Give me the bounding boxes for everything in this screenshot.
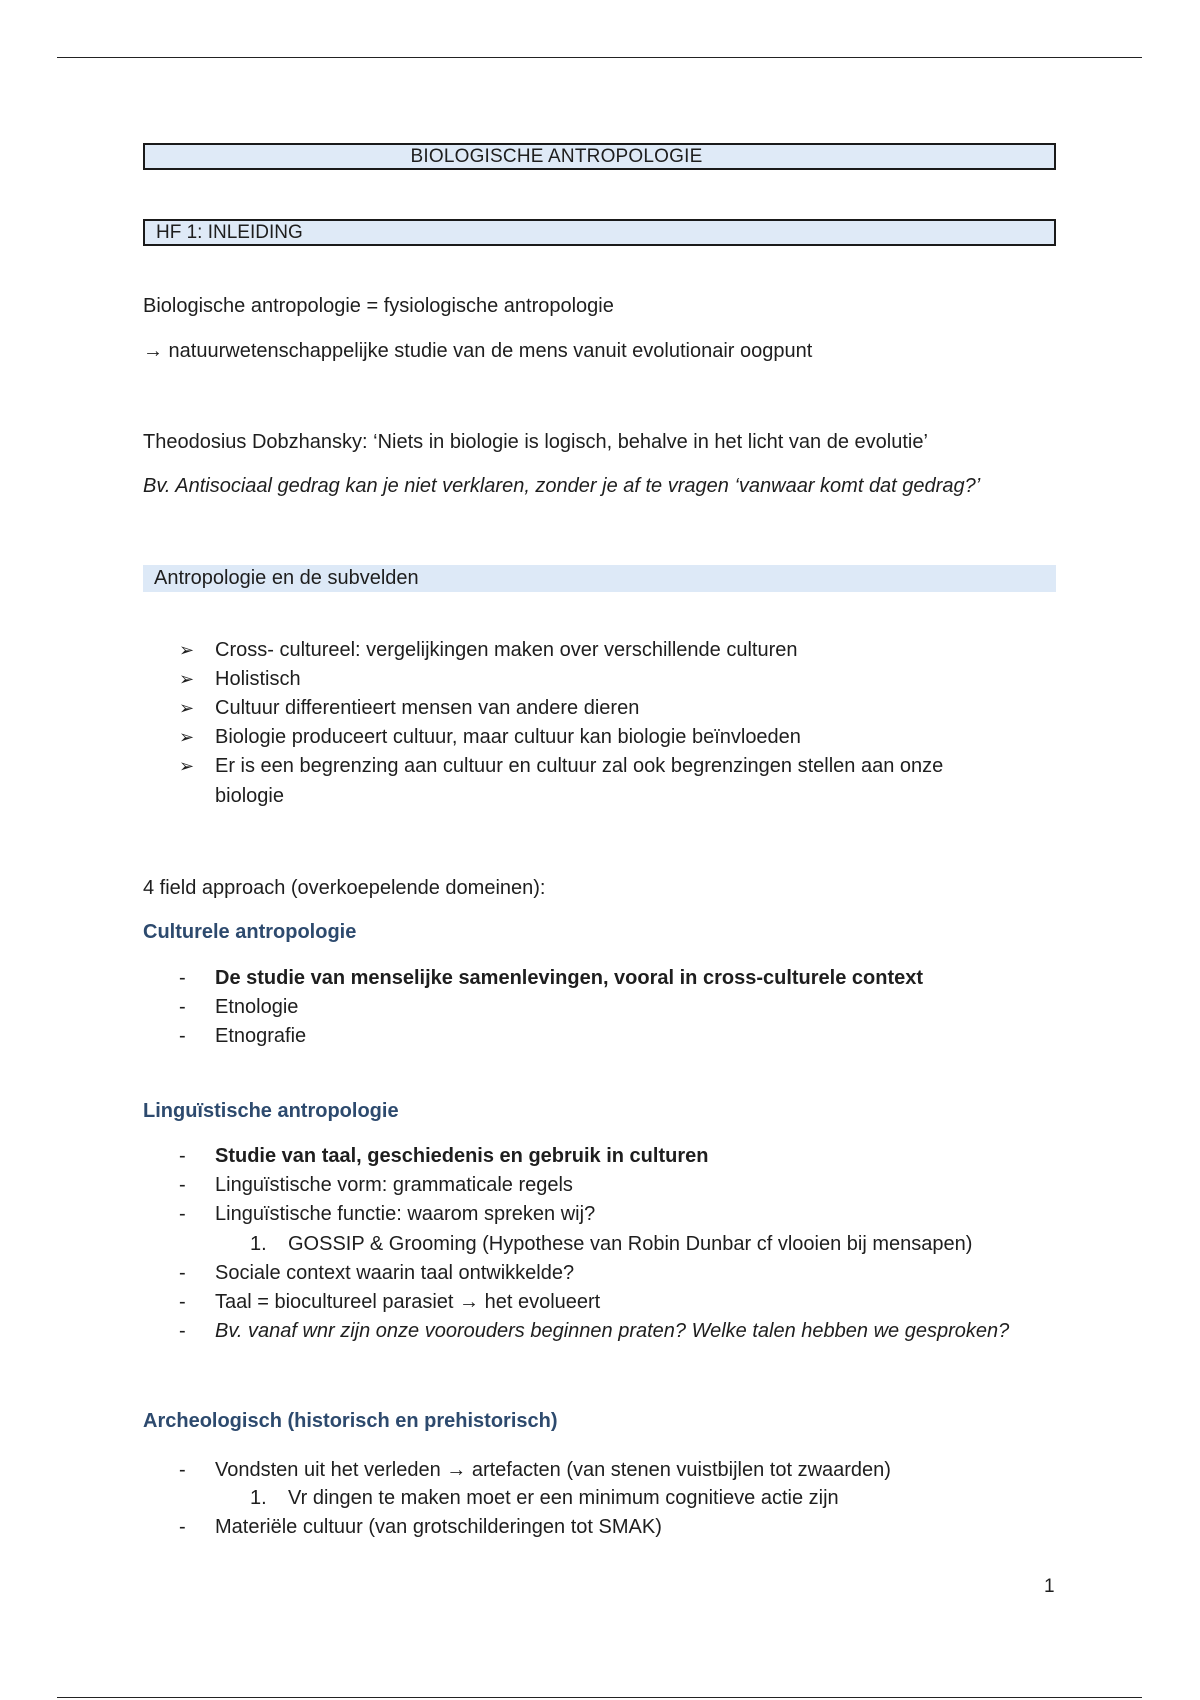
bullet-arrow-icon: ➢: [179, 727, 195, 747]
list-item: ➢ Er is een begrenzing aan cultuur en cultuur zal ook begrenzingen stellen aan onze: [179, 755, 944, 777]
intro-definition: Biologische antropologie = fysiologische antropologie: [143, 295, 614, 317]
list-item-continuation: biologie: [215, 785, 284, 807]
dash-marker: -: [179, 1203, 186, 1225]
section-heading-cultural: Culturele antropologie: [143, 921, 357, 943]
list-item: - Materiële cultuur (van grotschilderingen tot SMAK): [179, 1516, 662, 1538]
footer-rule: [57, 1697, 1142, 1698]
subsection-heading: [143, 565, 1056, 592]
bullet-arrow-icon: ➢: [179, 698, 195, 718]
bullet-arrow-icon: ➢: [179, 756, 195, 776]
list-item: - Bv. vanaf wnr zijn onze voorouders beginnen praten? Welke talen hebben we gesproken?: [179, 1320, 1010, 1342]
document-title-box: [143, 143, 1056, 170]
chapter-heading-box: [143, 219, 1056, 246]
list-item: - Sociale context waarin taal ontwikkelde?: [179, 1262, 575, 1284]
list-number: 1.: [250, 1233, 267, 1255]
dash-marker: -: [179, 1174, 186, 1196]
list-item: - Taal = biocultureel parasiet → het evolueert: [179, 1291, 601, 1313]
header-rule: [57, 57, 1142, 58]
list-item: - Vondsten uit het verleden → artefacten (van stenen vuistbijlen tot zwaarden): [179, 1459, 891, 1481]
dash-marker: -: [179, 996, 186, 1018]
page-number: 1: [1044, 1576, 1055, 1597]
list-item: - Linguïstische vorm: grammaticale regels: [179, 1174, 573, 1196]
document-title: BIOLOGISCHE ANTROPOLOGIE: [410, 146, 703, 167]
approach-intro: 4 field approach (overkoepelende domeinen):: [143, 877, 546, 899]
section-heading-linguistic: Linguïstische antropologie: [143, 1100, 399, 1122]
intro-explanation: → natuurwetenschappelijke studie van de mens vanuit evolutionair oogpunt: [143, 340, 813, 362]
list-number: 1.: [250, 1487, 267, 1509]
dash-marker: -: [179, 1291, 186, 1313]
subsection-title: Antropologie en de subvelden: [154, 567, 419, 589]
list-item: - De studie van menselijke samenlevingen, vooral in cross-culturele context: [179, 967, 924, 989]
dash-marker: -: [179, 1459, 186, 1481]
list-item: - Etnologie: [179, 996, 299, 1018]
quote-example: Bv. Antisociaal gedrag kan je niet verklaren, zonder je af te vragen ‘vanwaar komt dat gedrag?’: [143, 475, 981, 497]
dash-marker: -: [179, 1025, 186, 1047]
dobzhansky-quote: Theodosius Dobzhansky: ‘Niets in biologie is logisch, behalve in het licht van de evolutie’: [143, 431, 928, 453]
dash-marker: -: [179, 1516, 186, 1538]
list-item: ➢ Biologie produceert cultuur, maar cultuur kan biologie beïnvloeden: [179, 726, 801, 748]
list-item: - Linguïstische functie: waarom spreken wij?: [179, 1203, 596, 1225]
bullet-arrow-icon: ➢: [179, 640, 195, 660]
chapter-heading: HF 1: INLEIDING: [156, 222, 303, 243]
list-item: ➢ Cross- cultureel: vergelijkingen maken over verschillende culturen: [179, 639, 798, 661]
bullet-arrow-icon: ➢: [179, 669, 195, 689]
list-item: ➢ Cultuur differentieert mensen van andere dieren: [179, 697, 640, 719]
section-heading-archaeological: Archeologisch (historisch en prehistorisch): [143, 1410, 558, 1432]
list-item: ➢ Holistisch: [179, 668, 301, 690]
numbered-item: 1. Vr dingen te maken moet er een minimum cognitieve actie zijn: [250, 1487, 839, 1509]
dash-marker: -: [179, 1320, 186, 1342]
numbered-item: 1. GOSSIP & Grooming (Hypothese van Robin Dunbar cf vlooien bij mensapen): [250, 1233, 973, 1255]
list-item: - Etnografie: [179, 1025, 307, 1047]
dash-marker: -: [179, 1262, 186, 1284]
dash-marker: -: [179, 1145, 186, 1167]
dash-marker: -: [179, 967, 186, 989]
list-item: - Studie van taal, geschiedenis en gebruik in culturen: [179, 1145, 709, 1167]
